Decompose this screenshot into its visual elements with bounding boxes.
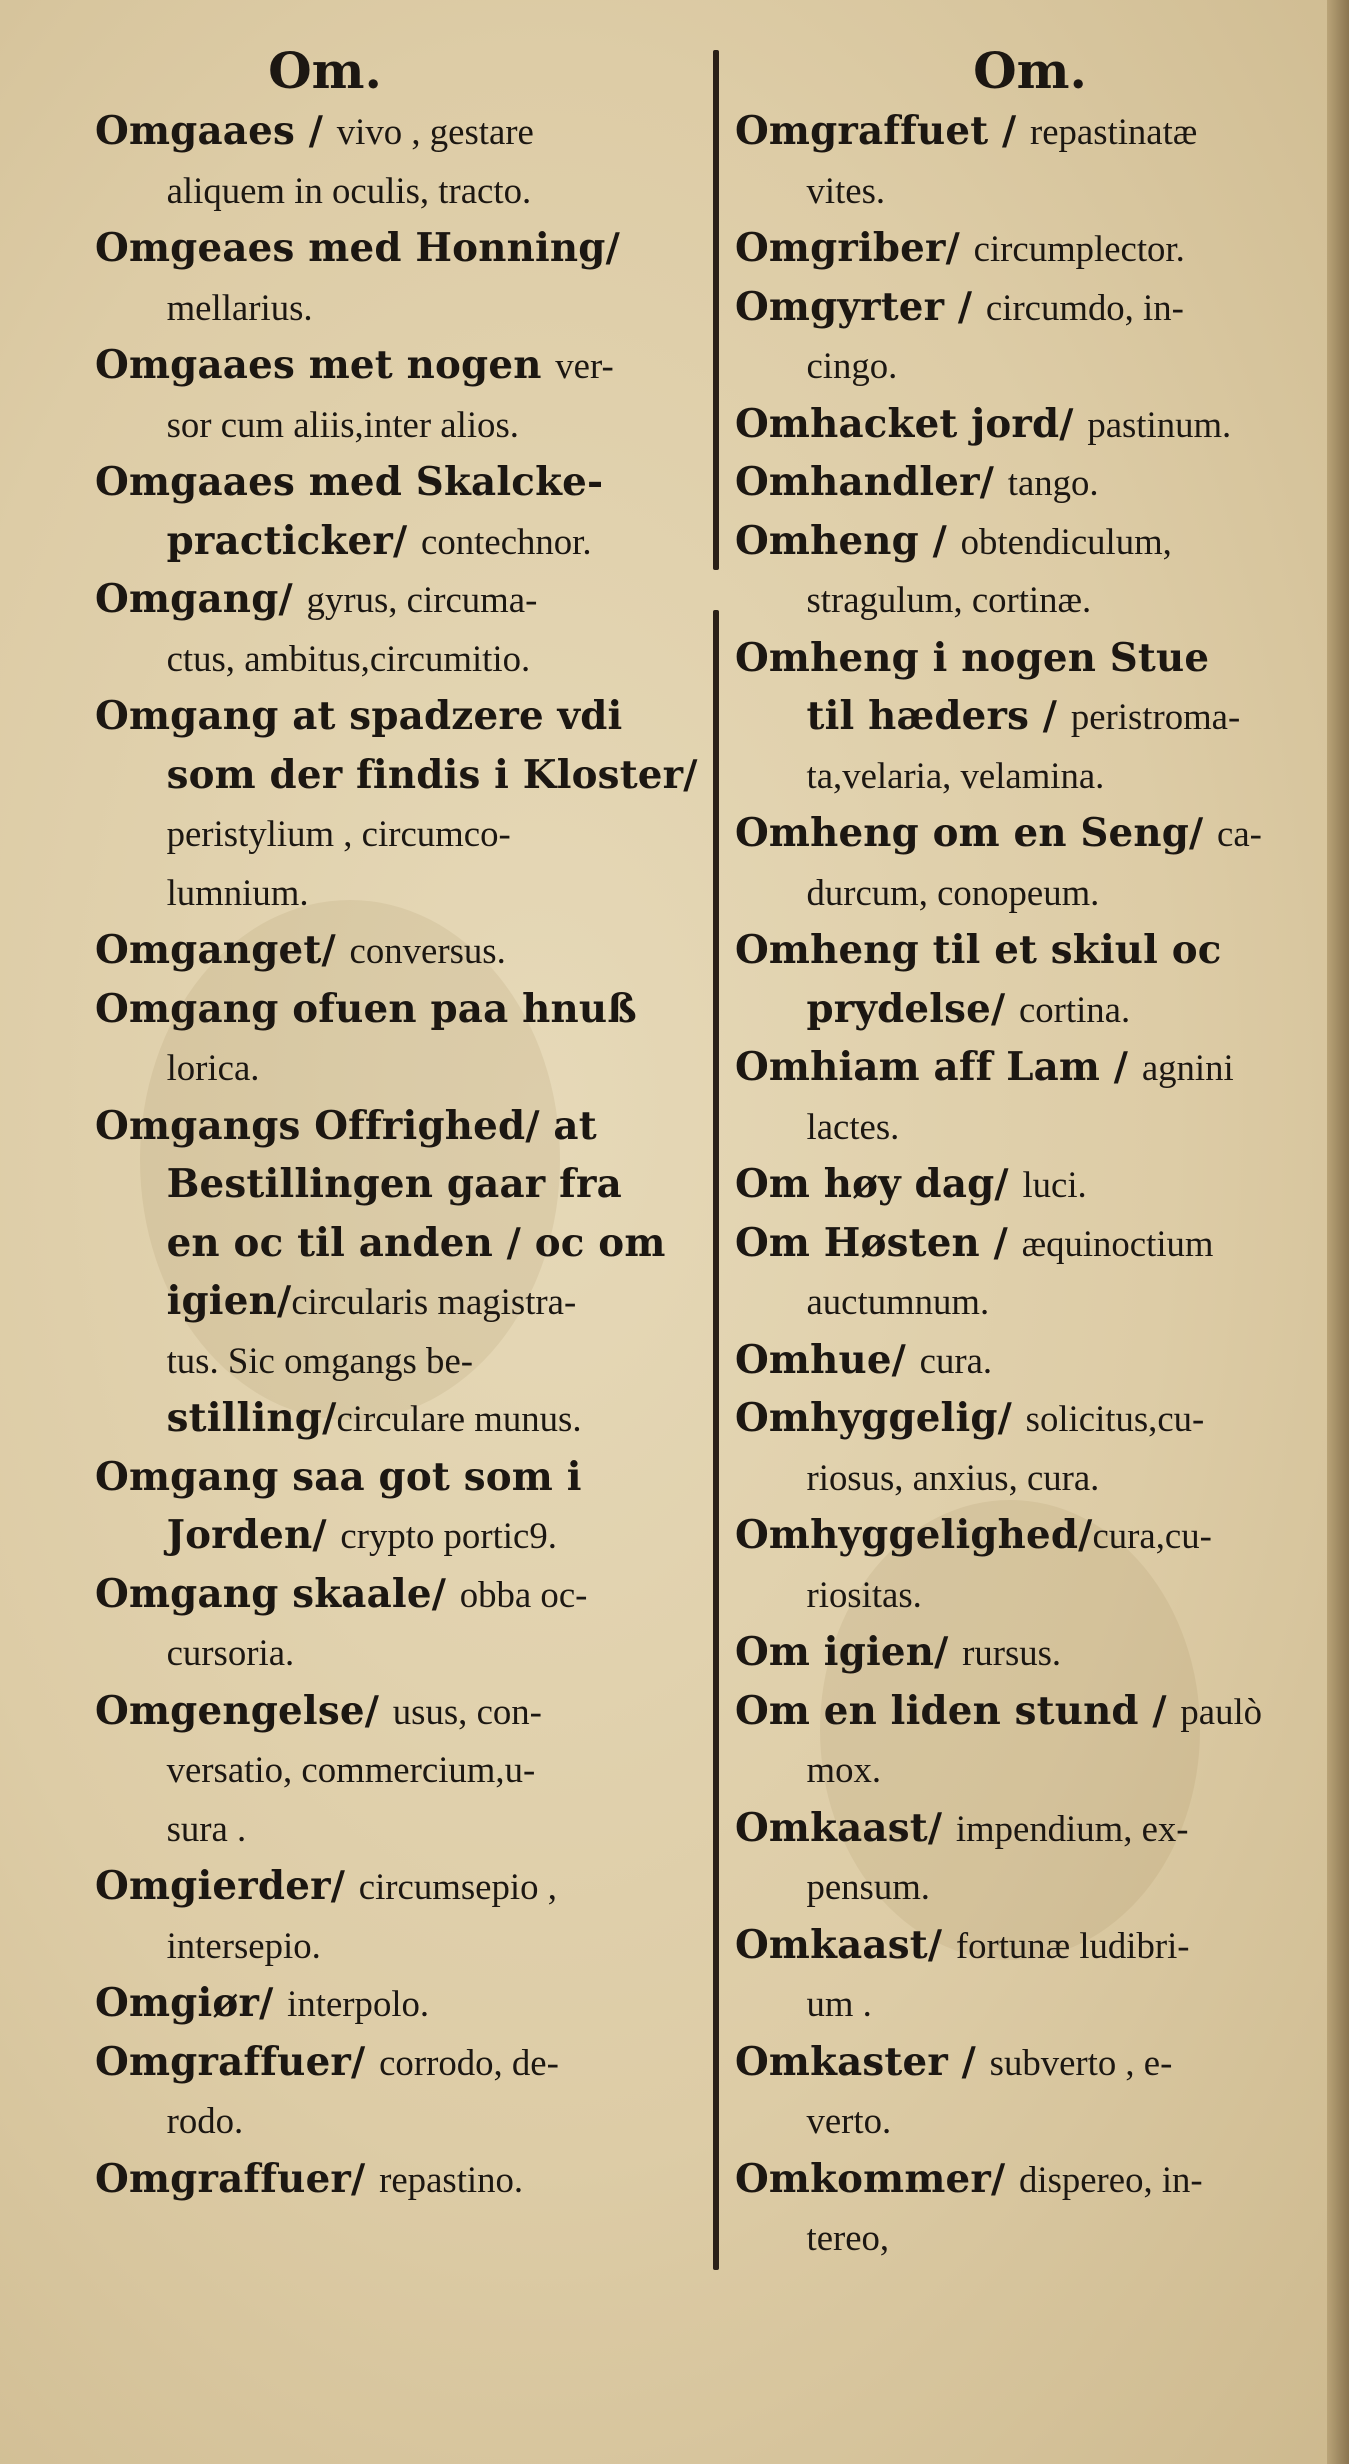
dictionary-line bbox=[95, 1682, 730, 1741]
headword: Omgaaes / bbox=[95, 108, 337, 154]
headword: til hæders / bbox=[806, 693, 1071, 739]
headword: Omgraffuer/ bbox=[95, 2155, 380, 2202]
dictionary-line bbox=[95, 2091, 730, 2150]
entry-line bbox=[735, 219, 1321, 278]
entry-line bbox=[735, 512, 1321, 571]
headword: Omgraffuer/ bbox=[95, 2038, 380, 2085]
dictionary-line bbox=[95, 629, 730, 688]
dictionary-line bbox=[95, 2033, 730, 2092]
latin-gloss: impendium, ex- bbox=[955, 1808, 1189, 1850]
dictionary-line bbox=[95, 1272, 730, 1331]
latin-gloss: auctumnum. bbox=[806, 1282, 990, 1323]
headword: Om igien/ bbox=[735, 1629, 963, 1675]
continuation-line bbox=[95, 2091, 726, 2150]
entry-line bbox=[95, 2150, 726, 2209]
running-head-right: Om. bbox=[973, 41, 1087, 100]
dictionary-line bbox=[95, 453, 730, 512]
continuation-line bbox=[95, 804, 726, 863]
dictionary-line bbox=[95, 1331, 730, 1390]
dictionary-line bbox=[95, 570, 730, 629]
dictionary-line bbox=[735, 980, 1325, 1039]
headword: Omgierder/ bbox=[95, 1863, 359, 1909]
latin-gloss: rursus. bbox=[962, 1633, 1062, 1674]
headword: practicker/ bbox=[166, 517, 422, 564]
dictionary-line bbox=[95, 1155, 730, 1214]
entry-line bbox=[735, 921, 1321, 980]
entry-line bbox=[95, 980, 726, 1039]
dictionary-line bbox=[735, 1682, 1325, 1741]
dictionary-line bbox=[735, 1155, 1325, 1214]
dictionary-line bbox=[735, 1331, 1325, 1390]
dictionary-line bbox=[95, 219, 730, 278]
continuation-line bbox=[735, 746, 1321, 805]
continuation-line bbox=[735, 1740, 1321, 1799]
headword: Omgraffuet / bbox=[735, 108, 1030, 154]
dictionary-line bbox=[735, 570, 1325, 629]
entry-line bbox=[95, 1097, 726, 1156]
headword: Omgang at spadzere vdi bbox=[95, 693, 623, 739]
dictionary-line bbox=[95, 921, 730, 980]
continuation-line bbox=[735, 980, 1321, 1039]
dictionary-line bbox=[735, 1857, 1325, 1916]
dictionary-line bbox=[735, 863, 1325, 922]
dictionary-line bbox=[95, 278, 730, 337]
latin-gloss: stragulum, cortinæ. bbox=[806, 580, 1092, 621]
dictionary-line bbox=[735, 2150, 1325, 2209]
continuation-line bbox=[95, 1506, 726, 1565]
entry-line bbox=[735, 1506, 1321, 1565]
entry-line bbox=[735, 395, 1321, 454]
dictionary-line bbox=[735, 102, 1325, 161]
entry-line bbox=[735, 1623, 1321, 1682]
dictionary-line bbox=[95, 102, 730, 161]
headword: Jorden/ bbox=[166, 1512, 341, 1558]
dictionary-line bbox=[95, 1974, 730, 2033]
dictionary-line bbox=[735, 1214, 1325, 1273]
headword: Omgriber/ bbox=[735, 225, 974, 271]
dictionary-line bbox=[95, 1857, 730, 1916]
entry-line bbox=[95, 336, 726, 395]
dictionary-line bbox=[735, 2208, 1325, 2267]
headword: Bestillingen gaar fra bbox=[166, 1161, 622, 1207]
headword: stilling/ bbox=[166, 1395, 337, 1441]
entry-line bbox=[735, 1916, 1321, 1975]
latin-gloss: lactes. bbox=[806, 1106, 900, 1148]
latin-gloss: cursoria. bbox=[166, 1633, 295, 1674]
latin-gloss: crypto portic9. bbox=[340, 1516, 557, 1557]
latin-gloss: verto. bbox=[806, 2101, 892, 2142]
left-column bbox=[95, 40, 730, 2208]
latin-gloss: cura,cu- bbox=[1092, 1516, 1212, 1557]
latin-gloss: circularis magistra- bbox=[291, 1282, 577, 1323]
dictionary-line bbox=[95, 1097, 730, 1156]
latin-gloss: durcum, conopeum. bbox=[806, 872, 1100, 914]
continuation-line bbox=[95, 1623, 726, 1682]
entry-line bbox=[95, 1974, 726, 2033]
dictionary-line bbox=[735, 1448, 1325, 1507]
entry-line bbox=[735, 1214, 1321, 1273]
headword: en oc til anden / oc om bbox=[166, 1219, 666, 1266]
continuation-line bbox=[95, 1038, 726, 1097]
headword: igien/ bbox=[166, 1278, 292, 1324]
dictionary-line bbox=[735, 512, 1325, 571]
headword: Omgeaes med Honning/ bbox=[95, 225, 620, 271]
latin-gloss: obtendiculum, bbox=[960, 521, 1172, 563]
latin-gloss: mellarius. bbox=[166, 287, 313, 329]
dictionary-line bbox=[735, 336, 1325, 395]
dictionary-line bbox=[735, 629, 1325, 688]
headword: Omgang ofuen paa hnuß bbox=[95, 985, 637, 1032]
continuation-line bbox=[95, 1272, 726, 1331]
dictionary-line bbox=[95, 1448, 730, 1507]
headword: Omkommer/ bbox=[735, 2155, 1019, 2202]
continuation-line bbox=[95, 1331, 726, 1390]
continuation-line bbox=[735, 1272, 1321, 1331]
dictionary-line bbox=[95, 1740, 730, 1799]
entry-line bbox=[735, 453, 1321, 512]
latin-gloss: lorica. bbox=[166, 1048, 260, 1089]
latin-gloss: paulò bbox=[1180, 1691, 1263, 1733]
dictionary-line bbox=[95, 1623, 730, 1682]
latin-gloss: circumsepio , bbox=[358, 1867, 557, 1908]
entry-line bbox=[735, 2150, 1321, 2209]
dictionary-line bbox=[735, 1565, 1325, 1624]
entry-line bbox=[95, 102, 726, 161]
latin-gloss: cura. bbox=[919, 1340, 993, 1382]
continuation-line bbox=[735, 336, 1321, 395]
entry-line bbox=[95, 687, 726, 746]
headword: Omheng om en Seng/ bbox=[735, 810, 1218, 856]
continuation-line bbox=[735, 570, 1321, 629]
dictionary-line bbox=[735, 804, 1325, 863]
latin-gloss: rodo. bbox=[166, 2101, 244, 2142]
latin-gloss: æquinoctium bbox=[1021, 1223, 1214, 1265]
latin-gloss: tango. bbox=[1007, 463, 1099, 504]
entry-line bbox=[735, 804, 1321, 863]
continuation-line bbox=[735, 1097, 1321, 1156]
headword: Omgang saa got som i bbox=[95, 1453, 582, 1500]
headword: Om en liden stund / bbox=[735, 1687, 1181, 1734]
entry-line bbox=[735, 278, 1321, 337]
dictionary-line bbox=[735, 395, 1325, 454]
dictionary-line bbox=[95, 1799, 730, 1858]
headword: Om Høsten / bbox=[735, 1219, 1022, 1266]
headword: Omhue/ bbox=[735, 1336, 920, 1383]
headword: Omgaaes med Skalcke- bbox=[95, 459, 604, 505]
continuation-line bbox=[95, 629, 726, 688]
dictionary-line bbox=[95, 1214, 730, 1273]
latin-gloss: sor cum aliis,inter alios. bbox=[166, 404, 519, 446]
left-entries bbox=[95, 102, 730, 2208]
entry-line bbox=[735, 2033, 1321, 2092]
latin-gloss: solicitus,cu- bbox=[1025, 1399, 1205, 1440]
latin-gloss: ctus, ambitus,circumitio. bbox=[166, 638, 531, 680]
dictionary-line bbox=[95, 980, 730, 1039]
dictionary-line bbox=[95, 1038, 730, 1097]
latin-gloss: luci. bbox=[1022, 1165, 1087, 1206]
entry-line bbox=[735, 1155, 1321, 1214]
headword: Omgiør/ bbox=[95, 1980, 288, 2026]
continuation-line bbox=[95, 1155, 726, 1214]
latin-gloss: pensum. bbox=[806, 1867, 930, 1908]
continuation-line bbox=[95, 1916, 726, 1975]
latin-gloss: usus, con- bbox=[392, 1691, 542, 1733]
dictionary-line bbox=[735, 746, 1325, 805]
headword: Omhyggelighed/ bbox=[735, 1512, 1093, 1558]
continuation-line bbox=[735, 1974, 1321, 2033]
continuation-line bbox=[95, 746, 726, 805]
dictionary-line bbox=[95, 1506, 730, 1565]
dictionary-line bbox=[735, 921, 1325, 980]
entry-line bbox=[95, 921, 726, 980]
latin-gloss: vivo , gestare bbox=[336, 112, 534, 153]
dictionary-line bbox=[95, 1389, 730, 1448]
continuation-line bbox=[95, 1389, 726, 1448]
dictionary-line bbox=[95, 2150, 730, 2209]
dictionary-line bbox=[735, 1389, 1325, 1448]
continuation-line bbox=[735, 161, 1321, 220]
right-entries bbox=[735, 102, 1325, 2267]
headword: Omhandler/ bbox=[735, 459, 1008, 505]
continuation-line bbox=[735, 1565, 1321, 1624]
entry-line bbox=[95, 570, 726, 629]
continuation-line bbox=[95, 395, 726, 454]
continuation-line bbox=[95, 512, 726, 571]
headword: Omgengelse/ bbox=[95, 1687, 393, 1734]
dictionary-line bbox=[95, 746, 730, 805]
latin-gloss: mox. bbox=[806, 1750, 882, 1791]
entry-line bbox=[735, 629, 1321, 688]
latin-gloss: repastino. bbox=[379, 2159, 524, 2201]
headword: Omhacket jord/ bbox=[735, 400, 1088, 447]
entry-line bbox=[735, 102, 1321, 161]
running-head-left: Om. bbox=[268, 41, 382, 100]
latin-gloss: lumnium. bbox=[166, 872, 309, 914]
latin-gloss: versatio, commercium,u- bbox=[166, 1750, 536, 1791]
dictionary-line bbox=[735, 1506, 1325, 1565]
headword: prydelse/ bbox=[806, 985, 1019, 1032]
dictionary-line bbox=[95, 863, 730, 922]
latin-gloss: interpolo. bbox=[287, 1984, 430, 2025]
headword: Omgang skaale/ bbox=[95, 1570, 460, 1617]
entry-line bbox=[735, 1682, 1321, 1741]
latin-gloss: ca- bbox=[1217, 814, 1262, 855]
continuation-line bbox=[735, 2208, 1321, 2267]
headword: Omgaaes met nogen bbox=[95, 342, 556, 388]
continuation-line bbox=[95, 1214, 726, 1273]
latin-gloss: tus. Sic omgangs be- bbox=[166, 1340, 474, 1382]
continuation-line bbox=[95, 863, 726, 922]
entry-line bbox=[95, 1565, 726, 1624]
latin-gloss: peristylium , circumco- bbox=[166, 814, 511, 855]
entry-line bbox=[95, 1857, 726, 1916]
latin-gloss: ta,velaria, velamina. bbox=[806, 755, 1105, 797]
continuation-line bbox=[95, 1740, 726, 1799]
headword: Omganget/ bbox=[95, 927, 350, 973]
latin-gloss: pastinum. bbox=[1087, 404, 1232, 446]
dictionary-line bbox=[95, 1916, 730, 1975]
dictionary-line bbox=[95, 336, 730, 395]
dictionary-line bbox=[735, 1097, 1325, 1156]
headword: Om høy dag/ bbox=[735, 1161, 1023, 1207]
entry-line bbox=[95, 1448, 726, 1507]
entry-line bbox=[735, 1331, 1321, 1390]
latin-gloss: intersepio. bbox=[166, 1925, 321, 1967]
dictionary-line bbox=[735, 1799, 1325, 1858]
headword: Omhiam aff Lam / bbox=[735, 1044, 1142, 1090]
latin-gloss: contechnor. bbox=[421, 521, 592, 563]
dictionary-line bbox=[735, 1916, 1325, 1975]
latin-gloss: cortina. bbox=[1018, 989, 1131, 1031]
dictionary-line bbox=[95, 512, 730, 571]
latin-gloss: um . bbox=[806, 1984, 872, 2025]
continuation-line bbox=[95, 1799, 726, 1858]
headword: Omgangs Offrighed/ at bbox=[95, 1102, 597, 1149]
entry-line bbox=[95, 2033, 726, 2092]
dictionary-line bbox=[735, 687, 1325, 746]
latin-gloss: vites. bbox=[806, 170, 886, 212]
latin-gloss: dispereo, in- bbox=[1018, 2159, 1203, 2201]
headword: Omhyggelig/ bbox=[735, 1395, 1026, 1441]
continuation-line bbox=[735, 687, 1321, 746]
latin-gloss: riosus, anxius, cura. bbox=[806, 1457, 1100, 1499]
page-edge bbox=[1327, 0, 1349, 2464]
latin-gloss: repastinatæ bbox=[1029, 112, 1198, 153]
latin-gloss: cingo. bbox=[806, 346, 898, 387]
latin-gloss: sura . bbox=[166, 1808, 247, 1850]
entry-line bbox=[95, 453, 726, 512]
latin-gloss: corrodo, de- bbox=[379, 2042, 559, 2084]
dictionary-line bbox=[735, 1038, 1325, 1097]
dictionary-line bbox=[735, 2091, 1325, 2150]
continuation-line bbox=[95, 278, 726, 337]
dictionary-line bbox=[735, 1272, 1325, 1331]
latin-gloss: aliquem in oculis, tracto. bbox=[166, 170, 532, 212]
continuation-line bbox=[735, 1448, 1321, 1507]
latin-gloss: obba oc- bbox=[459, 1574, 588, 1616]
dictionary-line bbox=[735, 161, 1325, 220]
dictionary-line bbox=[95, 161, 730, 220]
entry-line bbox=[735, 1038, 1321, 1097]
headword: Omkaast/ bbox=[735, 1804, 956, 1851]
headword: Omheng i nogen Stue bbox=[735, 634, 1210, 681]
headword: Omgyrter / bbox=[735, 283, 986, 330]
headword: Omkaast/ bbox=[735, 1921, 956, 1968]
entry-line bbox=[95, 1682, 726, 1741]
dictionary-line bbox=[95, 395, 730, 454]
dictionary-line bbox=[735, 1623, 1325, 1682]
headword: Omheng / bbox=[735, 517, 961, 564]
entry-line bbox=[95, 219, 726, 278]
continuation-line bbox=[735, 1857, 1321, 1916]
dictionary-line bbox=[95, 1565, 730, 1624]
continuation-line bbox=[735, 863, 1321, 922]
continuation-line bbox=[95, 161, 726, 220]
continuation-line bbox=[735, 2091, 1321, 2150]
dictionary-line bbox=[735, 2033, 1325, 2092]
headword: Omheng til et skiul oc bbox=[735, 927, 1222, 973]
entry-line bbox=[735, 1799, 1321, 1858]
latin-gloss: circumdo, in- bbox=[985, 287, 1184, 329]
dictionary-line bbox=[735, 453, 1325, 512]
latin-gloss: subverto , e- bbox=[989, 2042, 1173, 2084]
latin-gloss: circumplector. bbox=[973, 229, 1185, 270]
latin-gloss: fortunæ ludibri- bbox=[955, 1925, 1190, 1967]
latin-gloss: agnini bbox=[1141, 1048, 1234, 1089]
dictionary-line bbox=[735, 1974, 1325, 2033]
latin-gloss: circulare munus. bbox=[336, 1399, 582, 1440]
headword: som der findis i Kloster/ bbox=[166, 751, 698, 798]
dictionary-line bbox=[95, 804, 730, 863]
latin-gloss: tereo, bbox=[806, 2218, 890, 2259]
latin-gloss: peristroma- bbox=[1070, 697, 1241, 738]
latin-gloss: conversus. bbox=[349, 931, 506, 972]
dictionary-line bbox=[735, 219, 1325, 278]
headword: Omkaster / bbox=[735, 2038, 990, 2085]
dictionary-line bbox=[735, 1740, 1325, 1799]
dictionary-line bbox=[735, 278, 1325, 337]
latin-gloss: gyrus, circuma- bbox=[306, 580, 538, 621]
dictionary-line bbox=[95, 687, 730, 746]
latin-gloss: riositas. bbox=[806, 1574, 922, 1616]
latin-gloss: ver- bbox=[555, 346, 614, 387]
headword: Omgang/ bbox=[95, 576, 307, 622]
entry-line bbox=[735, 1389, 1321, 1448]
right-column bbox=[735, 40, 1325, 2267]
